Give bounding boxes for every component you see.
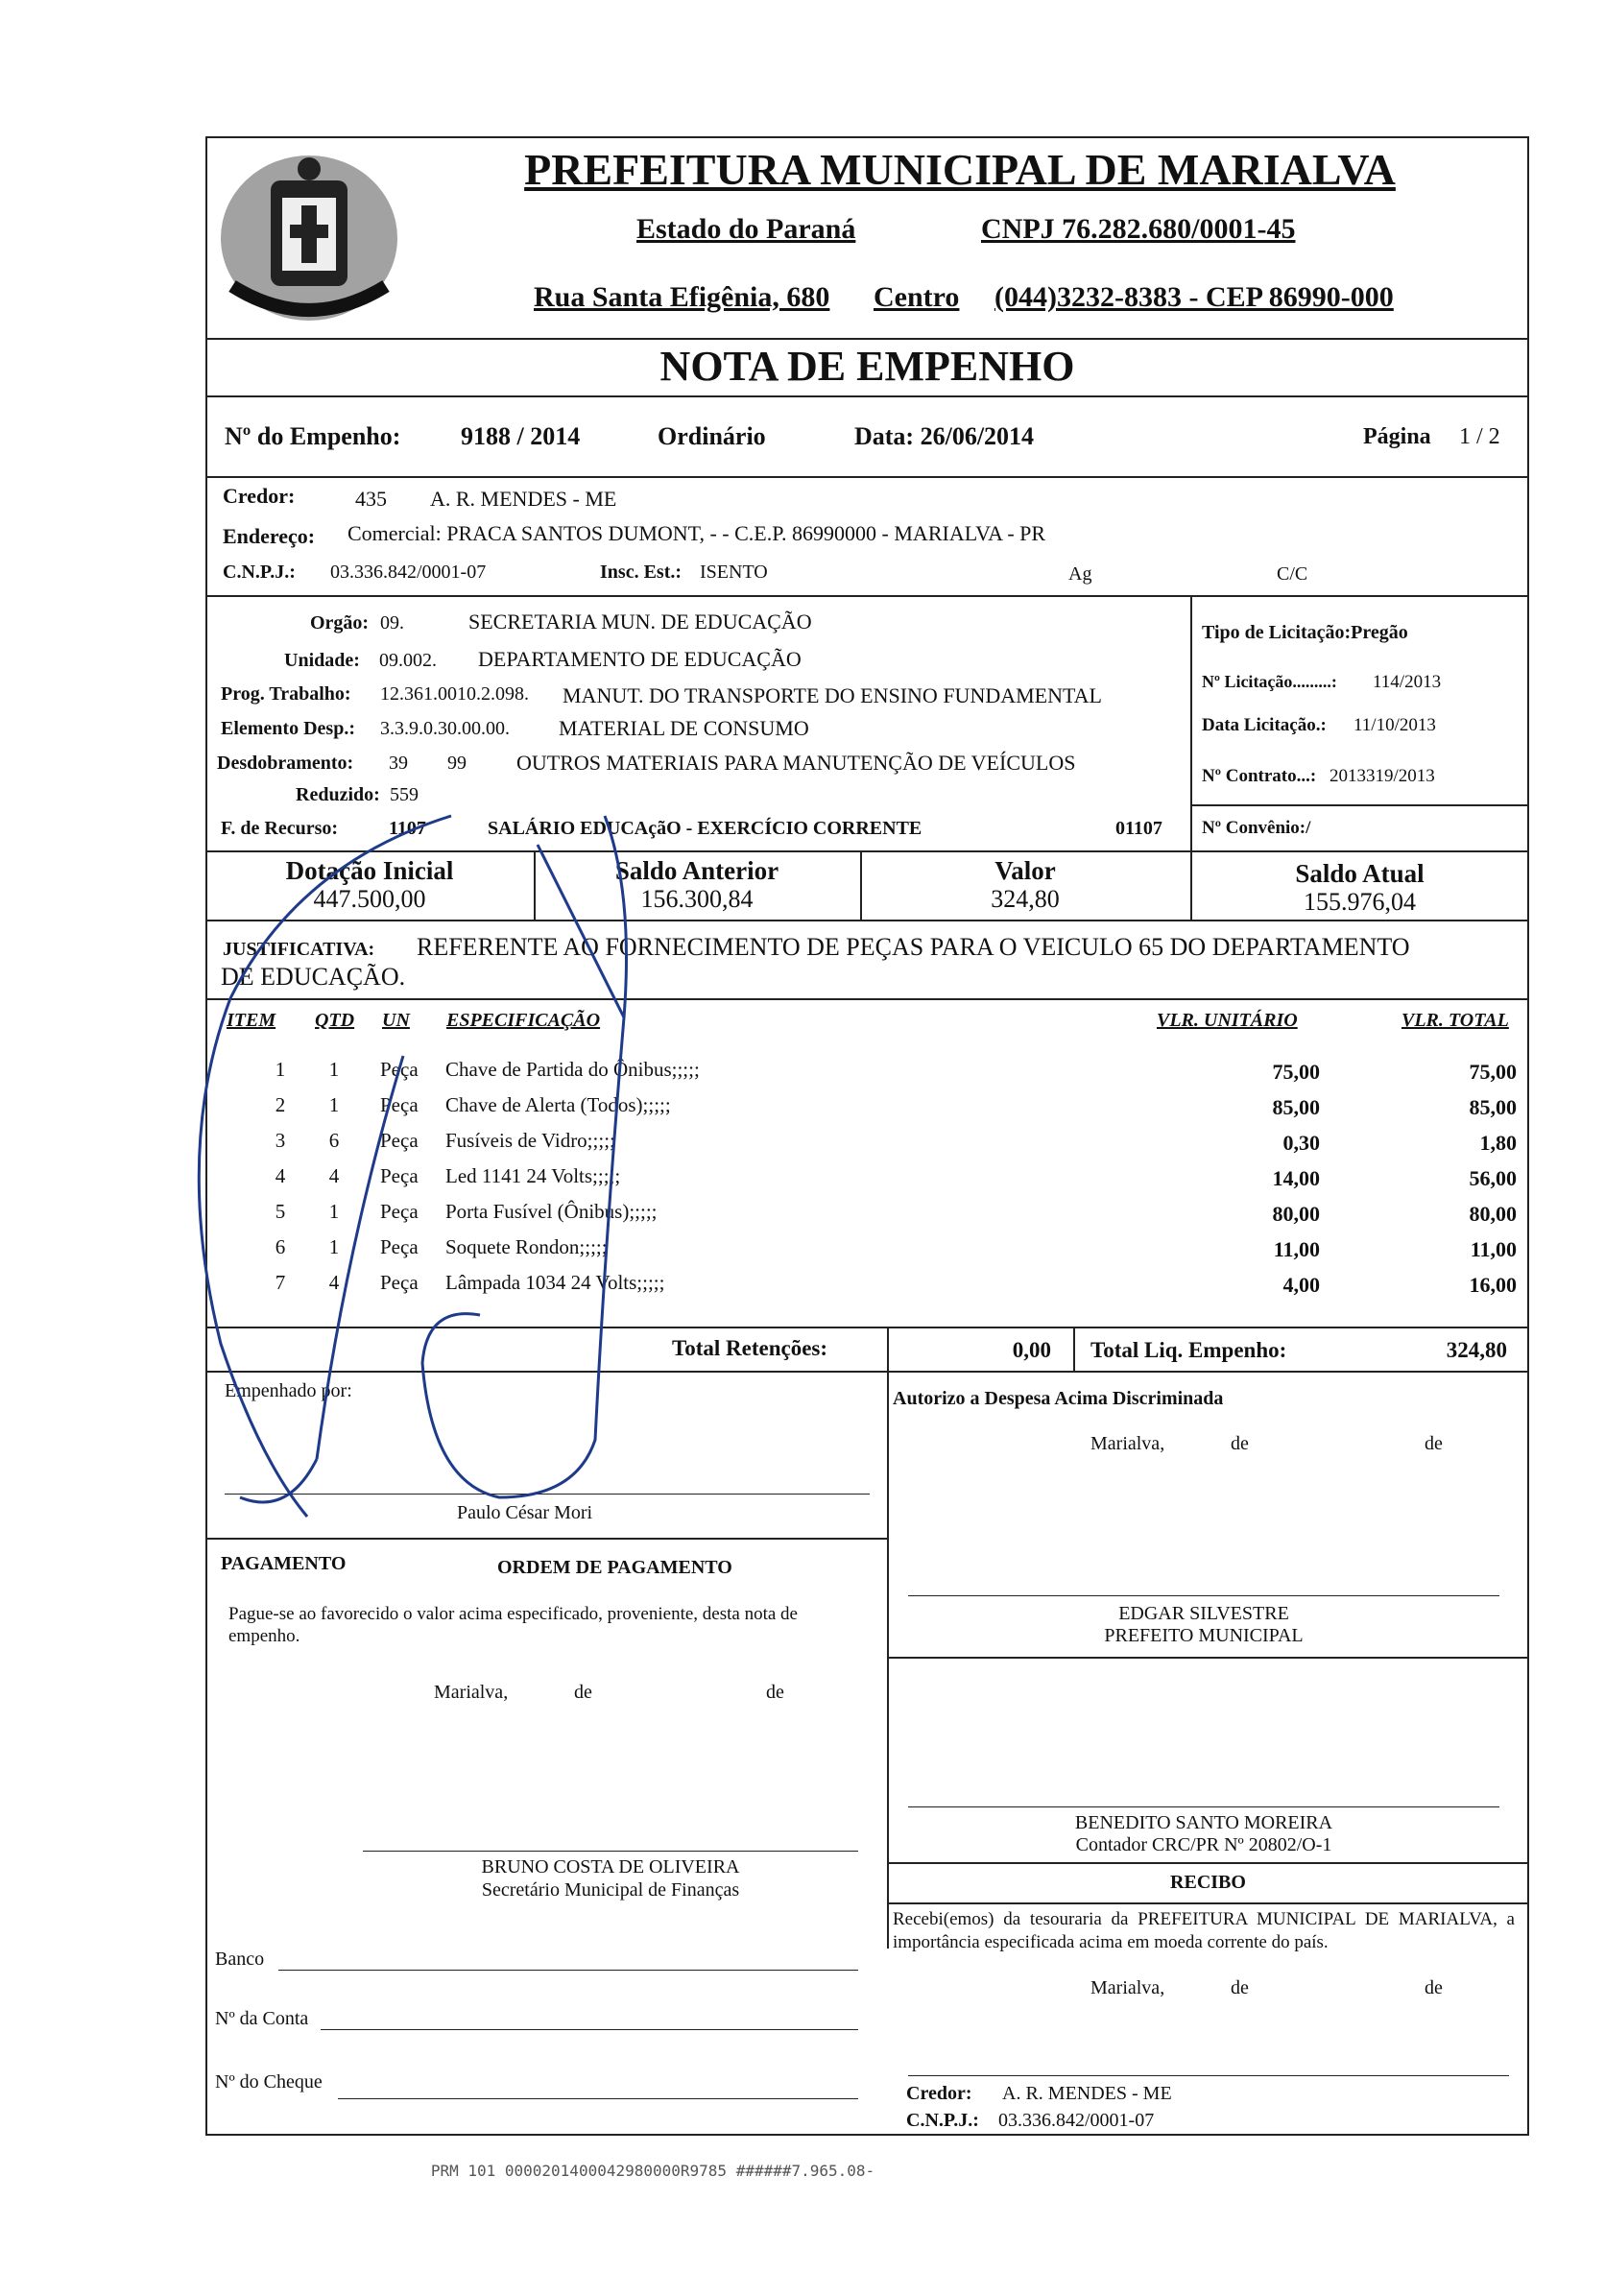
recurso-name: SALÁRIO EDUCAçãO - EXERCÍCIO CORRENTE: [488, 818, 922, 839]
recibo-cnpj: 03.336.842/0001-07: [998, 2110, 1155, 2131]
orgao-name: SECRETARIA MUN. DE EDUCAÇÃO: [468, 610, 812, 634]
recibo-credor: A. R. MENDES - ME: [1002, 2083, 1172, 2104]
item-number: 1: [275, 1058, 286, 1081]
pagamento-text: Pague-se ao favorecido o valor acima especificado, proveniente, desta nota de empenho.: [228, 1604, 798, 1646]
ag-label: Ag: [1068, 563, 1092, 585]
retencoes-value: 0,00: [1012, 1338, 1051, 1362]
contador-name: BENEDITO SANTO MOREIRA: [1074, 1812, 1333, 1833]
header-address: Rua Santa Efigênia, 680: [534, 281, 830, 313]
pagamento-de-2: de: [766, 1682, 784, 1703]
unidade-name: DEPARTAMENTO DE EDUCAÇÃO: [478, 647, 802, 671]
item-number: 2: [275, 1093, 286, 1116]
justificativa-text-1: REFERENTE AO FORNECIMENTO DE PEÇAS PARA O VEICULO 65 DO DEPARTAMENTO: [417, 933, 1410, 961]
licitacao-data: 11/10/2013: [1353, 715, 1436, 735]
doc-title: NOTA DE EMPENHO: [659, 343, 1075, 390]
page-number: 1 / 2: [1459, 424, 1500, 449]
item-unit-price: 85,00: [1272, 1095, 1320, 1119]
reduzido-value: 559: [390, 784, 419, 805]
licitacao-data-label: Data Licitação.:: [1202, 715, 1327, 735]
item-qtd: 4: [328, 1271, 340, 1294]
liquido-label: Total Liq. Empenho:: [1090, 1338, 1287, 1362]
address-label: Endereço:: [223, 524, 316, 548]
item-total: 80,00: [1469, 1202, 1517, 1226]
item-un: Peça: [380, 1093, 419, 1116]
item-unit-price: 0,30: [1282, 1131, 1320, 1155]
prog-label: Prog. Trabalho:: [221, 683, 351, 705]
item-qtd: 1: [328, 1235, 340, 1258]
justificativa-text-2: DE EDUCAÇÃO.: [221, 963, 406, 991]
licitacao-numero: 114/2013: [1373, 672, 1442, 692]
cc-label: C/C: [1277, 563, 1308, 585]
autorizo-place: Marialva,: [1090, 1433, 1165, 1454]
credor-label: Credor:: [223, 484, 296, 508]
licitacao-contrato: 2013319/2013: [1330, 766, 1435, 786]
col-spec-header: ESPECIFICAÇÃO: [446, 1010, 601, 1031]
item-number: 4: [275, 1164, 286, 1187]
item-qtd: 1: [328, 1093, 340, 1116]
licitacao-tipo: Tipo de Licitação:Pregão: [1202, 622, 1408, 643]
item-number: 5: [275, 1200, 286, 1223]
col-un-header: UN: [382, 1010, 410, 1031]
recibo-de-2: de: [1425, 1977, 1443, 1998]
item-number: 6: [275, 1235, 286, 1258]
contador-role: Contador CRC/PR Nº 20802/O-1: [1075, 1834, 1332, 1855]
header-cnpj: CNPJ 76.282.680/0001-45: [981, 213, 1296, 245]
empenho-number: 9188 / 2014: [461, 422, 581, 450]
insc-label: Insc. Est.:: [600, 562, 683, 583]
unidade-label: Unidade:: [284, 650, 360, 671]
desdobramento-name: OUTROS MATERIAIS PARA MANUTENÇÃO DE VEÍCULOS: [516, 751, 1076, 775]
header-phone-cep: (044)3232-8383 - CEP 86990-000: [994, 281, 1394, 313]
empenho-number-label: Nº do Empenho:: [225, 422, 401, 450]
recibo-place: Marialva,: [1090, 1977, 1165, 1998]
header-district: Centro: [874, 281, 960, 313]
item-total: 56,00: [1469, 1166, 1517, 1190]
item-spec: Led 1141 24 Volts;;;;;: [445, 1164, 621, 1187]
item-qtd: 4: [328, 1164, 340, 1187]
valor-value: 324,80: [991, 885, 1060, 913]
item-un: Peça: [380, 1129, 419, 1152]
item-total: 16,00: [1469, 1273, 1517, 1297]
page-label: Página: [1363, 424, 1431, 449]
item-unit-price: 75,00: [1272, 1060, 1320, 1084]
recibo-label: RECIBO: [1170, 1872, 1246, 1893]
autorizo-de-2: de: [1425, 1433, 1443, 1454]
licitacao-contrato-label: Nº Contrato...:: [1202, 766, 1317, 786]
credor-code: 435: [355, 487, 387, 511]
item-un: Peça: [380, 1235, 419, 1258]
autorizo-label: Autorizo a Despesa Acima Discriminada: [893, 1388, 1224, 1409]
autorizo-de-1: de: [1231, 1433, 1249, 1454]
item-spec: Chave de Alerta (Todos);;;;;: [445, 1093, 671, 1116]
header-title: PREFEITURA MUNICIPAL DE MARIALVA: [524, 145, 1396, 194]
credor-name: A. R. MENDES - ME: [430, 487, 617, 511]
recurso-code: 1107: [389, 818, 426, 839]
banco-label: Banco: [215, 1949, 265, 1970]
saldo-atual-value: 155.976,04: [1304, 888, 1416, 916]
pagamento-place: Marialva,: [434, 1682, 509, 1703]
item-unit-price: 11,00: [1273, 1237, 1320, 1261]
licitacao-convenio: Nº Convênio:/: [1202, 818, 1311, 838]
item-un: Peça: [380, 1164, 419, 1187]
col-qtd-header: QTD: [315, 1010, 355, 1031]
item-unit-price: 14,00: [1272, 1166, 1320, 1190]
credor-address: Comercial: PRACA SANTOS DUMONT, - - C.E.P. 86990000 - MARIALVA - PR: [347, 521, 1046, 545]
recurso-label: F. de Recurso:: [221, 818, 339, 839]
justificativa-label: JUSTIFICATIVA:: [223, 939, 375, 960]
recibo-de-1: de: [1231, 1977, 1249, 1998]
recibo-credor-label: Credor:: [906, 2083, 972, 2104]
prog-name: MANUT. DO TRANSPORTE DO ENSINO FUNDAMENTAL: [563, 683, 1102, 707]
liquido-value: 324,80: [1446, 1338, 1507, 1362]
licitacao-numero-label: Nº Licitação.........:: [1202, 672, 1337, 691]
prefeito-role: PREFEITO MUNICIPAL: [1104, 1625, 1304, 1646]
credor-insc: ISENTO: [700, 562, 768, 583]
item-unit-price: 80,00: [1272, 1202, 1320, 1226]
cheque-label: Nº do Cheque: [215, 2071, 323, 2093]
item-spec: Porta Fusível (Ônibus);;;;;: [445, 1200, 658, 1223]
item-qtd: 6: [328, 1129, 340, 1152]
elemento-code: 3.3.9.0.30.00.00.: [380, 718, 510, 739]
item-qtd: 1: [328, 1200, 340, 1223]
item-number: 3: [275, 1129, 286, 1152]
saldo-anterior-label: Saldo Anterior: [614, 856, 779, 885]
item-total: 1,80: [1479, 1131, 1517, 1155]
recibo-text: Recebi(emos) da tesouraria da PREFEITURA MUNICIPAL DE MARIALVA, a importância especificada acima em moeda corrente do país.: [893, 1909, 1515, 1952]
item-number: 7: [275, 1271, 286, 1294]
item-un: Peça: [380, 1058, 419, 1081]
desdobramento-a: 39: [389, 753, 408, 774]
cnpj-label: C.N.P.J.:: [223, 562, 296, 583]
empenho-date: Data: 26/06/2014: [854, 422, 1035, 450]
item-spec: Soquete Rondon;;;;;: [445, 1235, 608, 1258]
item-total: 11,00: [1470, 1237, 1517, 1261]
item-un: Peça: [380, 1200, 419, 1223]
item-spec: Chave de Partida do Ônibus;;;;;: [445, 1058, 700, 1081]
financas-role: Secretário Municipal de Finanças: [481, 1879, 740, 1901]
empenhado-name: Paulo César Mori: [457, 1502, 593, 1523]
financas-signer: BRUNO COSTA DE OLIVEIRA: [481, 1856, 740, 1877]
item-total: 85,00: [1469, 1095, 1517, 1119]
prefeito-name: EDGAR SILVESTRE: [1118, 1603, 1289, 1624]
recurso-num: 01107: [1115, 818, 1162, 839]
reduzido-label: Reduzido:: [296, 784, 380, 805]
desdobramento-b: 99: [447, 753, 467, 774]
ordem-pagamento-label: ORDEM DE PAGAMENTO: [497, 1557, 732, 1578]
item-qtd: 1: [328, 1058, 340, 1081]
item-unit-price: 4,00: [1282, 1273, 1320, 1297]
recibo-cnpj-label: C.N.P.J.:: [906, 2110, 979, 2131]
orgao-label: Orgão:: [310, 612, 370, 634]
col-total-header: VLR. TOTAL: [1401, 1010, 1509, 1031]
item-spec: Lâmpada 1034 24 Volts;;;;;: [445, 1271, 665, 1294]
item-un: Peça: [380, 1271, 419, 1294]
desdobramento-label: Desdobramento:: [217, 753, 354, 774]
empenho-type: Ordinário: [658, 422, 766, 450]
item-spec: Fusíveis de Vidro;;;;;: [445, 1129, 615, 1152]
item-total: 75,00: [1469, 1060, 1517, 1084]
valor-label: Valor: [994, 856, 1056, 885]
unidade-code: 09.002.: [379, 650, 437, 671]
elemento-label: Elemento Desp.:: [221, 718, 355, 739]
pagamento-label: PAGAMENTO: [221, 1553, 347, 1574]
col-unit-header: VLR. UNITÁRIO: [1157, 1010, 1298, 1031]
saldo-atual-label: Saldo Atual: [1295, 859, 1425, 888]
conta-label: Nº da Conta: [215, 2008, 309, 2029]
dotacao-value: 447.500,00: [313, 885, 426, 913]
dotacao-label: Dotação Inicial: [285, 856, 454, 885]
saldo-anterior-value: 156.300,84: [640, 885, 754, 913]
header-state: Estado do Paraná: [636, 213, 856, 245]
credor-cnpj: 03.336.842/0001-07: [330, 562, 487, 583]
retencoes-label: Total Retenções:: [672, 1336, 828, 1360]
pagamento-de-1: de: [574, 1682, 592, 1703]
elemento-name: MATERIAL DE CONSUMO: [559, 716, 809, 740]
prog-code: 12.361.0010.2.098.: [380, 683, 529, 705]
empenhado-label: Empenhado por:: [225, 1380, 352, 1401]
col-item-header: ITEM: [227, 1010, 276, 1031]
orgao-code: 09.: [380, 612, 404, 634]
footer-barcode-text: PRM 101 0000201400042980000R9785 ######7.965.08-: [430, 2162, 875, 2180]
